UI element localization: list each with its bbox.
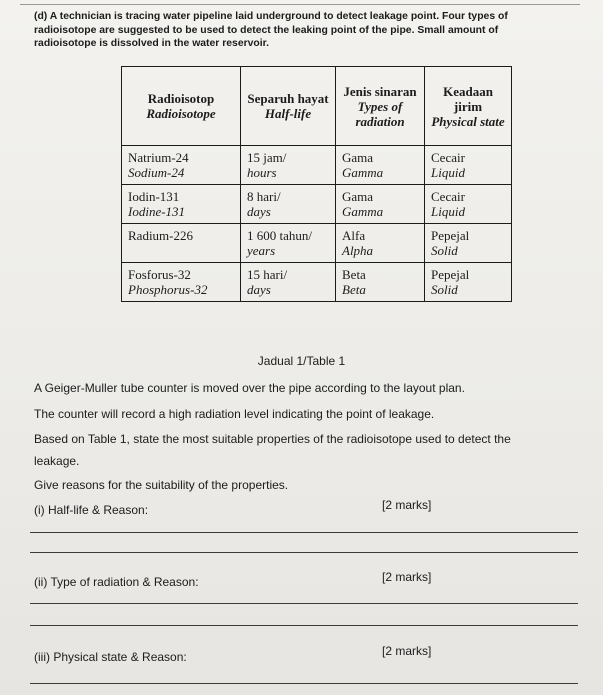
cell-ms: Iodin-131 (128, 189, 180, 204)
body-paragraph: A Geiger-Muller tube counter is moved over the pipe according to the layout plan. (34, 381, 465, 395)
header-radioisotope (122, 67, 241, 146)
answer-line[interactable] (30, 683, 578, 684)
cell-en: hours (247, 165, 277, 180)
part-ii-label: (ii) Type of radiation & Reason: (34, 575, 199, 589)
body-paragraph: leakage. (34, 454, 80, 468)
intro-line: (d) A technician is tracing water pipeline laid underground to detect leakage point. Four types of (34, 11, 508, 22)
cell (425, 146, 512, 185)
cell-en: Gamma (342, 165, 384, 180)
header-ms: Separuh hayat (247, 91, 329, 106)
cell-en: Iodine-131 (128, 204, 186, 219)
cell-en: Solid (431, 282, 458, 297)
cell-ms: Pepejal (431, 267, 470, 282)
header-en: Radioisotope (146, 106, 216, 121)
cell (425, 224, 512, 263)
header-ms: Jenis sinaran (343, 83, 417, 99)
cell (336, 224, 425, 263)
cell-en: Liquid (431, 165, 465, 180)
top-rule (20, 4, 580, 5)
cell (425, 185, 512, 224)
header-en: Types of radiation (355, 98, 405, 129)
part-i-label: (i) Half-life & Reason: (34, 503, 149, 517)
cell (336, 185, 425, 224)
cell (122, 185, 241, 224)
cell (122, 263, 241, 302)
answer-line[interactable] (30, 552, 578, 553)
table-row (122, 263, 512, 302)
header-ms: Radioisotop (147, 91, 215, 106)
header-ms: Keadaan jirim (443, 83, 493, 114)
cell-en: Gamma (342, 204, 384, 219)
cell-en: Beta (342, 282, 366, 297)
cell-ms: Fosforus-32 (128, 267, 191, 282)
cell-en: Sodium-24 (128, 165, 185, 180)
cell-ms: Radium-226 (128, 228, 193, 243)
cell (241, 146, 336, 185)
header-en: Physical state (431, 113, 505, 129)
cell-en: Liquid (431, 204, 465, 219)
cell (241, 224, 336, 263)
table-row (122, 185, 512, 224)
cell-ms: 8 hari/ (247, 189, 281, 204)
question-intro (34, 10, 574, 51)
cell (241, 185, 336, 224)
cell (425, 263, 512, 302)
body-paragraph: The counter will record a high radiation level indicating the point of leakage. (34, 407, 435, 421)
body-paragraph: Based on Table 1, state the most suitable properties of the radioisotope used to detect the (34, 432, 511, 446)
header-radiation-type (336, 67, 425, 146)
radioisotope-table (121, 66, 512, 302)
cell-ms: Beta (342, 267, 366, 282)
cell-ms: Cecair (431, 150, 465, 165)
header-en: Half-life (264, 106, 312, 121)
cell-ms: 15 jam/ (247, 150, 287, 165)
cell-ms: Alfa (342, 228, 366, 243)
cell-en: days (247, 204, 271, 219)
cell-en: Solid (431, 243, 458, 258)
header-physical-state (425, 67, 512, 146)
part-ii-marks: [2 marks] (382, 570, 432, 584)
intro-line: radioisotope are suggested to be used to detect the leaking point of the pipe. Small amount of (34, 24, 499, 36)
table-row (122, 146, 512, 185)
cell-ms: Natrium-24 (128, 150, 189, 165)
cell-en: days (247, 282, 271, 297)
cell-ms: Gama (342, 189, 374, 204)
cell-en: years (247, 243, 276, 258)
cell-ms: 15 hari/ (247, 267, 288, 282)
table-row (122, 224, 512, 263)
answer-line[interactable] (30, 625, 578, 626)
cell (336, 263, 425, 302)
answer-line[interactable] (30, 532, 578, 533)
cell-ms: Pepejal (431, 228, 470, 243)
cell-ms: Gama (342, 150, 374, 165)
body-paragraph: Give reasons for the suitability of the properties. (34, 478, 289, 492)
table-caption: Jadual 1/Table 1 (257, 354, 346, 368)
part-i-marks: [2 marks] (382, 498, 432, 512)
cell (122, 224, 241, 263)
part-iii-marks: [2 marks] (382, 644, 432, 658)
cell (336, 146, 425, 185)
cell-en: Phosphorus-32 (128, 282, 208, 297)
part-iii-label: (iii) Physical state & Reason: (34, 650, 187, 664)
cell-ms: Cecair (431, 189, 465, 204)
answer-line[interactable] (30, 603, 578, 604)
cell (122, 146, 241, 185)
table-header-row (122, 67, 512, 146)
intro-line: radioisotope is dissolved in the water reservoir. (34, 38, 270, 49)
header-half-life (241, 67, 336, 146)
cell-ms: 1 600 tahun/ (247, 228, 312, 243)
cell (241, 263, 336, 302)
cell-en: Alpha (342, 243, 374, 258)
